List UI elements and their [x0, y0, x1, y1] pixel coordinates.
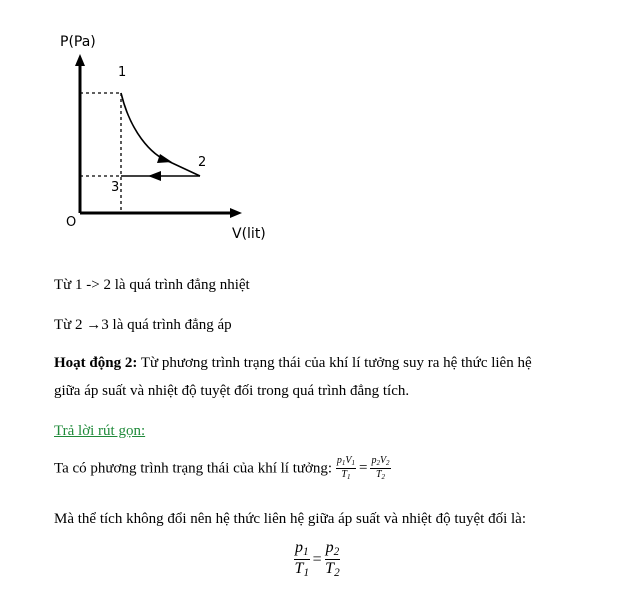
isotherm-arrow — [157, 154, 172, 163]
activity-2 — [54, 353, 532, 373]
state-equation-line — [54, 456, 391, 481]
isochoric-right: $\frac{p_2}{T_2}$ — [325, 539, 340, 579]
state-equation-left: $\frac{p_1V_1}{T_1}$ — [336, 455, 355, 481]
point-1-label: 1 — [118, 65, 127, 80]
isothermal-statement: Từ 1 -> 2 là quá trình đẳng nhiệt — [54, 277, 250, 293]
x-axis-arrow — [230, 208, 242, 218]
activity-heading: Hoạt động 2: — [54, 355, 138, 371]
isotherm-curve — [121, 93, 200, 176]
state-equation-intro: Ta có phương trình trạng thái của khí lí tưởng: — [54, 460, 336, 477]
origin-label: O — [66, 215, 77, 230]
equals-sign: = — [358, 460, 368, 477]
y-axis-label: P(Pa) — [60, 34, 96, 50]
pv-diagram — [0, 0, 290, 250]
answer-heading: Trả lời rút gọn: — [54, 423, 146, 439]
point-2-label: 2 — [198, 155, 207, 170]
isochoric-equals: = — [312, 550, 322, 568]
activity-2-cont: giữa áp suất và nhiệt độ tuyệt đối trong quá trình đẳng tích. — [54, 383, 410, 399]
y-axis-arrow — [75, 54, 85, 66]
point-3-label: 3 — [111, 180, 120, 195]
activity-text: Từ phương trình trạng thái của khí lí tưởng suy ra hệ thức liên hệ — [137, 355, 532, 371]
state-equation-right: $\frac{p_2V_2}{T_2}$ — [371, 455, 390, 481]
isobaric-statement: Từ 2 →3 là quá trình đẳng áp — [54, 317, 232, 333]
isochoric-left: $\frac{p_1}{T_1}$ — [294, 539, 310, 579]
constant-volume-statement: Mà thể tích không đổi nên hệ thức liên hệ giữa áp suất và nhiệt độ tuyệt đối là: — [54, 511, 526, 527]
isochoric-formula — [294, 540, 340, 579]
x-axis-label: V(lit) — [232, 226, 266, 242]
isobar-arrow — [148, 171, 161, 181]
